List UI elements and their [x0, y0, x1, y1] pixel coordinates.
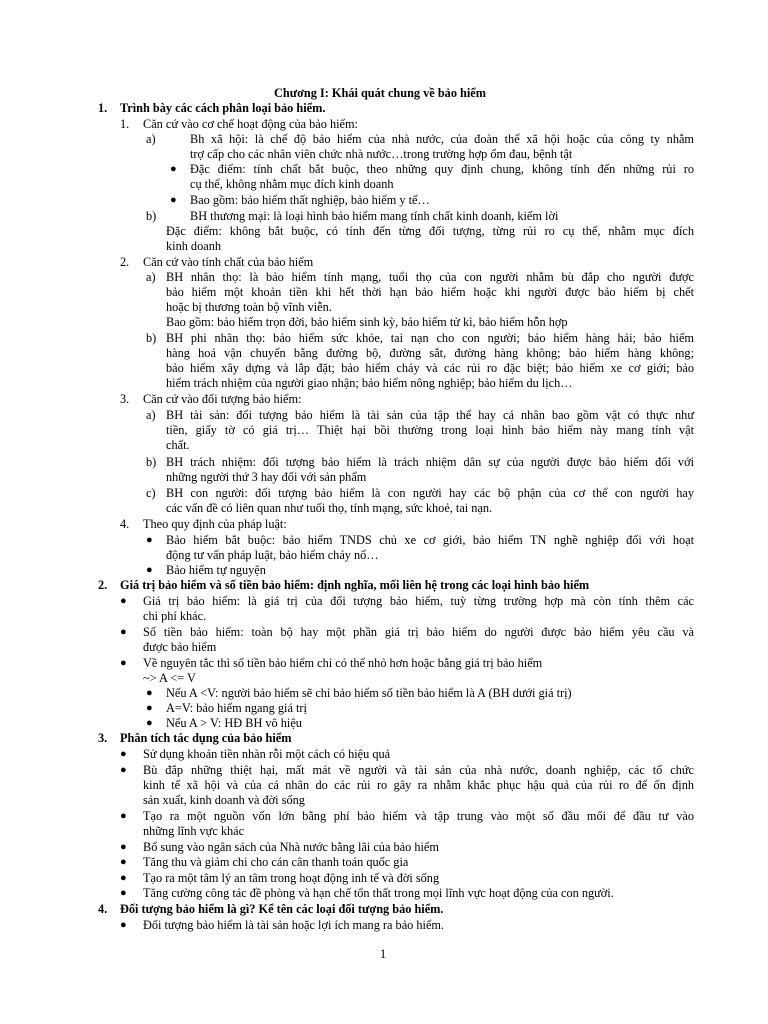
- bullet-icon: ●: [120, 657, 127, 669]
- q1-s2-b-line4: hiểm trách nhiệm của người giao nhận; bảo hiểm nông nghiệp; bảo hiểm du lịch…: [166, 376, 573, 390]
- q3-bullet7: Tăng cường công tác đề phòng và hạn chế tổn thất trong mọi lĩnh vực hoạt động của con người.: [143, 886, 614, 900]
- bullet-icon: ●: [170, 163, 177, 175]
- q1-s2-b-line3: bảo hiểm xây dựng và lắp đặt; bảo hiểm cháy và các rủi ro đặc biệt; bảo hiểm xe cơ giới; bảo: [166, 361, 694, 375]
- q1-s1-b-label: b): [146, 209, 157, 223]
- q1-s3-a-label: a): [146, 408, 156, 422]
- q1-heading: Trình bày các cách phân loại bảo hiểm.: [120, 101, 326, 115]
- bullet-icon: ●: [120, 919, 127, 931]
- q2-bullet3-line2: ~> A <= V: [143, 671, 196, 685]
- q1-s2-number: 2.: [120, 255, 130, 269]
- q1-s3-c-label: c): [146, 486, 156, 500]
- q1-s4-text: Theo quy định của pháp luật:: [143, 517, 287, 531]
- q1-s4-bullet2: Bảo hiểm tự nguyện: [166, 563, 266, 577]
- q3-bullet4: Bổ sung vào ngân sách của Nhà nước bằng lãi của bảo hiểm: [143, 840, 439, 854]
- page-number: 1: [380, 947, 387, 961]
- q1-s4-number: 4.: [120, 517, 130, 531]
- q1-s3-a-line2: tiền, giấy tờ có giá trị… Thiệt hại bồi thường trong loại hình bảo hiểm này mang tính vật: [166, 423, 694, 437]
- bullet-icon: ●: [146, 717, 153, 729]
- q1-s1-text: Căn cứ vào cơ chế hoạt động của bảo hiểm:: [143, 117, 358, 131]
- q1-s3-c-line2: các vấn đề có liên quan như tuổi thọ, tính mạng, sức khoẻ, tai nạn.: [166, 501, 493, 515]
- q4-number: 4.: [98, 902, 108, 916]
- bullet-icon: ●: [120, 764, 127, 776]
- q1-s4-bullet1-line2: động tư vấn pháp luật, bảo hiểm cháy nổ…: [166, 548, 379, 562]
- bullet-icon: ●: [146, 564, 153, 576]
- bullet-icon: ●: [120, 595, 127, 607]
- q4-bullet1: Đối tượng bảo hiểm là tài sản hoặc lợi ích mang ra bảo hiểm.: [143, 918, 445, 932]
- q1-s2-b-label: b): [146, 331, 157, 345]
- q1-s2-b-line2: hàng hoá vận chuyển bằng đường bộ, đường sắt, đường hàng không; bảo hiểm hàng không;: [166, 346, 694, 360]
- q2-number: 2.: [98, 578, 108, 592]
- q3-bullet6: Tạo ra một tâm lý an tâm trong hoạt động inh tế và đời sống: [143, 871, 440, 885]
- q1-s3-a-line1: BH tài sản: đối tượng bảo hiểm là tài sản của tập thể hay cá nhân bao gồm vật có thực như: [166, 408, 694, 422]
- q2-bullet1-line1: Giá trị bảo hiểm: là giá trị của đối tượng bảo hiểm, tuỳ từng trường hợp mà còn tính thêm các: [143, 594, 694, 608]
- bullet-icon: ●: [120, 872, 127, 884]
- q3-bullet2-line1: Bù đắp những thiệt hại, mất mát về người và tài sản của nhà nước, doanh nghiệp, các tổ chức: [143, 763, 694, 777]
- q1-s3-b-line2: những người thứ 3 hay đối với sản phẩm: [166, 470, 367, 484]
- q1-s1-a-line1: Bh xã hội: là chế độ bảo hiểm của nhà nước, của đoàn thể xã hội hoặc của công ty nhằm: [190, 132, 694, 146]
- q1-s3-c-line1: BH con người: đối tượng bảo hiểm là con người hay các bộ phận của cơ thể con người hay: [166, 486, 694, 500]
- q1-s1-a-bullet2: Bao gồm: bảo hiểm thất nghiệp, bảo hiểm y tế…: [190, 193, 430, 207]
- q1-s1-a-bullet1-line1: Đặc điểm: tính chất bắt buộc, theo những quy định chung, không tính đến những rủi ro: [190, 162, 694, 176]
- bullet-icon: ●: [120, 810, 127, 822]
- q1-s3-b-line1: BH trách nhiệm: đối tượng bảo hiểm là trách nhiệm dân sự của người được bảo hiểm đối với: [166, 455, 694, 469]
- q2-bullet2-line1: Số tiền bảo hiểm: toàn bộ hay một phần giá trị bảo hiểm do người được bảo hiểm yêu cầu và: [143, 625, 694, 639]
- q2-sub-bullet2: A=V: bảo hiểm ngang giá trị: [166, 701, 307, 715]
- bullet-icon: ●: [120, 748, 127, 760]
- q1-number: 1.: [98, 101, 108, 115]
- bullet-icon: ●: [120, 856, 127, 868]
- q2-bullet1-line2: chi phí khác.: [143, 609, 207, 623]
- bullet-icon: ●: [146, 702, 153, 714]
- q1-s3-text: Căn cứ vào đối tượng bảo hiểm:: [143, 392, 302, 406]
- q3-number: 3.: [98, 731, 108, 745]
- q2-bullet2-line2: được bảo hiểm: [143, 640, 217, 654]
- q1-s1-b-line1: BH thương mại: là loại hình bảo hiểm mang tính chất kinh doanh, kiếm lời: [190, 209, 559, 223]
- bullet-icon: ●: [146, 534, 153, 546]
- bullet-icon: ●: [120, 841, 127, 853]
- q1-s3-b-label: b): [146, 455, 157, 469]
- q1-s1-b-line2: Đặc điểm: không bắt buộc, có tính đến từng đối tượng, từng rủi ro cụ thể, nhằm mục đích: [166, 224, 694, 238]
- q1-s3-a-line3: chất.: [166, 438, 190, 452]
- q3-bullet2-line3: sản xuất, kinh doanh và đời sống: [143, 793, 305, 807]
- q3-bullet3-line1: Tạo ra một nguồn vốn lớn bằng phí bảo hiểm và tập trung vào một số đầu mối để đầu tư vào: [143, 809, 694, 823]
- bullet-icon: ●: [120, 626, 127, 638]
- q1-s4-bullet1-line1: Bảo hiểm bắt buộc: bảo hiểm TNDS chủ xe cơ giới, bảo hiểm TN nghề nghiệp đối với hoạt: [166, 533, 694, 547]
- bullet-icon: ●: [120, 887, 127, 899]
- q1-s1-number: 1.: [120, 117, 130, 131]
- q3-bullet5: Tăng thu và giảm chi cho cán cân thanh toán quốc gia: [143, 855, 409, 869]
- bullet-icon: ●: [170, 194, 177, 206]
- q3-heading: Phân tích tác dụng của bảo hiểm: [120, 731, 292, 745]
- bullet-icon: ●: [146, 687, 153, 699]
- q2-sub-bullet3: Nếu A > V: HĐ BH vô hiệu: [166, 716, 302, 730]
- q1-s2-text: Căn cứ vào tính chất của bảo hiểm: [143, 255, 314, 269]
- q1-s1-a-bullet1-line2: cụ thể, không nhằm mục đích kinh doanh: [190, 177, 394, 191]
- q1-s2-a-line3: hoặc bị thương toàn bộ vĩnh viễn.: [166, 300, 332, 314]
- q1-s1-a-line2: trợ cấp cho các nhân viên chức nhà nước…trong trường hợp ốm đau, bệnh tật: [190, 147, 573, 161]
- q3-bullet1: Sử dụng khoản tiền nhàn rỗi một cách có hiệu quả: [143, 747, 391, 761]
- q1-s2-a-line4: Bao gồm: bảo hiểm trọn đời, bảo hiểm sinh kỳ, bảo hiểm tử kì, bảo hiểm hỗn hợp: [166, 315, 568, 329]
- q1-s2-a-label: a): [146, 270, 156, 284]
- q1-s2-a-line2: bảo hiểm một khoản tiền khi hết thời hạn bảo hiểm hoặc khi người được bảo hiểm bị chết: [166, 285, 694, 299]
- q1-s3-number: 3.: [120, 392, 130, 406]
- q1-s1-a-label: a): [146, 132, 156, 146]
- q4-heading: Đối tượng bảo hiểm là gì? Kể tên các loại đối tượng bảo hiểm.: [120, 902, 444, 916]
- q1-s1-b-line3: kinh doanh: [166, 239, 221, 253]
- q1-s2-a-line1: BH nhân thọ: là bảo hiểm tính mạng, tuổi thọ của con người nhằm bù đắp cho người được: [166, 270, 694, 284]
- q3-bullet2-line2: kinh tế xã hội và của cá nhân do các rủi ro gây ra nhằm khắc phục hậu quả của rủi ro để ổn định: [143, 778, 694, 792]
- q2-bullet3-line1: Về nguyên tắc thì số tiền bảo hiểm chỉ có thể nhỏ hơn hoặc bằng giá trị bảo hiểm: [143, 656, 543, 670]
- q3-bullet3-line2: những lĩnh vực khác: [143, 824, 245, 838]
- q1-s2-b-line1: BH phi nhân thọ: bảo hiểm sức khỏe, tai nạn cho con người; bảo hiểm hàng hải; bảo hiểm: [166, 331, 694, 345]
- page-title: Chương I: Khái quát chung về bảo hiểm: [274, 86, 487, 100]
- q2-heading: Giá trị bảo hiểm và số tiền bảo hiểm: định nghĩa, mối liên hệ trong các loại hình bảo hiểm: [120, 578, 590, 592]
- q2-sub-bullet1: Nếu A <V: người bảo hiểm sẽ chỉ bảo hiểm số tiền bảo hiểm là A (BH dưới giá trị): [166, 686, 572, 700]
